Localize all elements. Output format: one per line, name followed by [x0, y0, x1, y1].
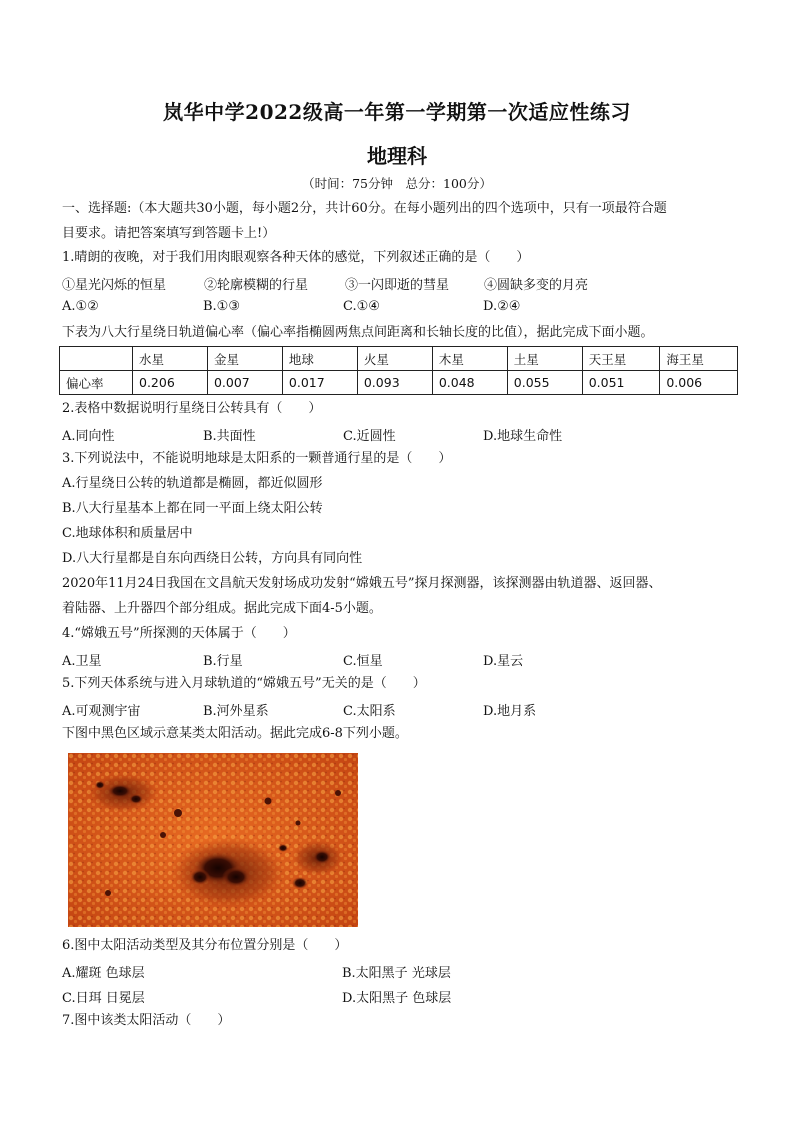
- section-instruction-line2: 目要求。请把答案填写到答题卡上!）: [62, 226, 276, 241]
- q6-stem: 6.图中太阳活动类型及其分布位置分别是（ ）: [62, 938, 348, 953]
- q3-option-d: D.八大行星都是自东向西绕日公转，方向具有同向性: [62, 551, 363, 566]
- table-cell: 0.048: [432, 371, 507, 395]
- q6-options-row1: [62, 962, 742, 980]
- q6-options-row2: [62, 987, 742, 1005]
- q4-option-d: D.星云: [483, 654, 524, 669]
- table-header-cell: 木星: [432, 347, 507, 371]
- q1-item-2: ②轮廓模糊的行星: [204, 278, 309, 293]
- q5-option-b: B.河外星系: [203, 704, 269, 719]
- q1-option-a: A.①②: [62, 299, 99, 314]
- table-cell: 0.206: [133, 371, 208, 395]
- q2-options: [62, 425, 742, 443]
- q1-option-b: B.①③: [203, 299, 240, 314]
- section-instruction-line1: 一、选择题:（本大题共30小题，每小题2分，共计60分。在每小题列出的四个选项中，只有一项最符合题: [62, 201, 667, 216]
- table-cell: 0.007: [207, 371, 282, 395]
- q4-option-c: C.恒星: [343, 654, 383, 669]
- sunspot-photo-icon: [68, 753, 358, 927]
- table-cell: 0.017: [282, 371, 357, 395]
- q6-option-a: A.耀斑 色球层: [62, 966, 145, 981]
- subject-title: 地理科: [367, 144, 427, 168]
- passage45-line2: 着陆器、上升器四个部分组成。据此完成下面4-5小题。: [62, 601, 382, 616]
- table-header-cell: 金星: [207, 347, 282, 371]
- table-header-cell: 土星: [507, 347, 582, 371]
- q1-stem: 1.晴朗的夜晚，对于我们用肉眼观察各种天体的感觉，下列叙述正确的是（ ）: [62, 250, 530, 265]
- q1-item-1: ①星光闪烁的恒星: [62, 278, 167, 293]
- table-header-cell: 地球: [282, 347, 357, 371]
- q2-option-b: B.共面性: [203, 429, 256, 444]
- passage68: 下图中黑色区域示意某类太阳活动。据此完成6-8下列小题。: [62, 726, 408, 741]
- q3-stem: 3.下列说法中，不能说明地球是太阳系的一颗普通行星的是（ ）: [62, 451, 452, 466]
- q4-options: [62, 650, 742, 668]
- table-cell: 0.051: [582, 371, 660, 395]
- q1-items: [62, 274, 742, 292]
- q1-item-3: ③一闪即逝的彗星: [345, 278, 450, 293]
- table-header-row: [60, 347, 738, 371]
- q3-option-b: B.八大行星基本上都在同一平面上绕太阳公转: [62, 501, 323, 516]
- exam-title: 岚华中学2022级高一年第一学期第一次适应性练习: [163, 100, 631, 124]
- q1-option-d: D.②④: [483, 299, 521, 314]
- q4-option-b: B.行星: [203, 654, 243, 669]
- table-header-cell: 海王星: [660, 347, 738, 371]
- q7-stem: 7.图中该类太阳活动（ ）: [62, 1013, 231, 1028]
- table-cell: 0.006: [660, 371, 738, 395]
- q1-item-4: ④圆缺多变的月亮: [484, 278, 589, 293]
- q5-option-a: A.可观测宇宙: [62, 704, 141, 719]
- table-header-cell: 天王星: [582, 347, 660, 371]
- table-header-cell: 火星: [357, 347, 432, 371]
- q6-option-c: C.日珥 日冕层: [62, 991, 145, 1006]
- q3-option-a: A.行星绕日公转的轨道都是椭圆，都近似圆形: [62, 476, 323, 491]
- q2-option-d: D.地球生命性: [483, 429, 563, 444]
- q5-stem: 5.下列天体系统与进入月球轨道的“嫦娥五号”无关的是（ ）: [62, 676, 426, 691]
- q3-option-c: C.地球体积和质量居中: [62, 526, 193, 541]
- q4-stem: 4.“嫦娥五号”所探测的天体属于（ ）: [62, 626, 296, 641]
- table-header-cell: [60, 347, 133, 371]
- table-row: [60, 371, 738, 395]
- q6-option-d: D.太阳黑子 色球层: [342, 991, 452, 1006]
- table-header-cell: 水星: [133, 347, 208, 371]
- q5-option-c: C.太阳系: [343, 704, 396, 719]
- q6-option-b: B.太阳黑子 光球层: [342, 966, 451, 981]
- table-intro: 下表为八大行星绕日轨道偏心率（偏心率指椭圆两焦点间距离和长轴长度的比值），据此完成下面小题。: [62, 325, 654, 340]
- q2-stem: 2.表格中数据说明行星绕日公转具有（ ）: [62, 401, 322, 416]
- q5-options: [62, 700, 742, 718]
- q2-option-c: C.近圆性: [343, 429, 396, 444]
- eccentricity-table: [59, 346, 738, 395]
- q2-option-a: A.同向性: [62, 429, 115, 444]
- table-cell: 0.055: [507, 371, 582, 395]
- exam-meta: （时间：75分钟 总分：100分）: [302, 176, 492, 191]
- table-cell: 0.093: [357, 371, 432, 395]
- q5-option-d: D.地月系: [483, 704, 537, 719]
- q1-options: [62, 299, 742, 317]
- q4-option-a: A.卫星: [62, 654, 102, 669]
- passage45-line1: 2020年11月24日我国在文昌航天发射场成功发射“嫦娥五号”探月探测器，该探测器由轨道器、返回器、: [62, 576, 662, 591]
- q1-option-c: C.①④: [343, 299, 380, 314]
- table-cell: 偏心率: [60, 371, 133, 395]
